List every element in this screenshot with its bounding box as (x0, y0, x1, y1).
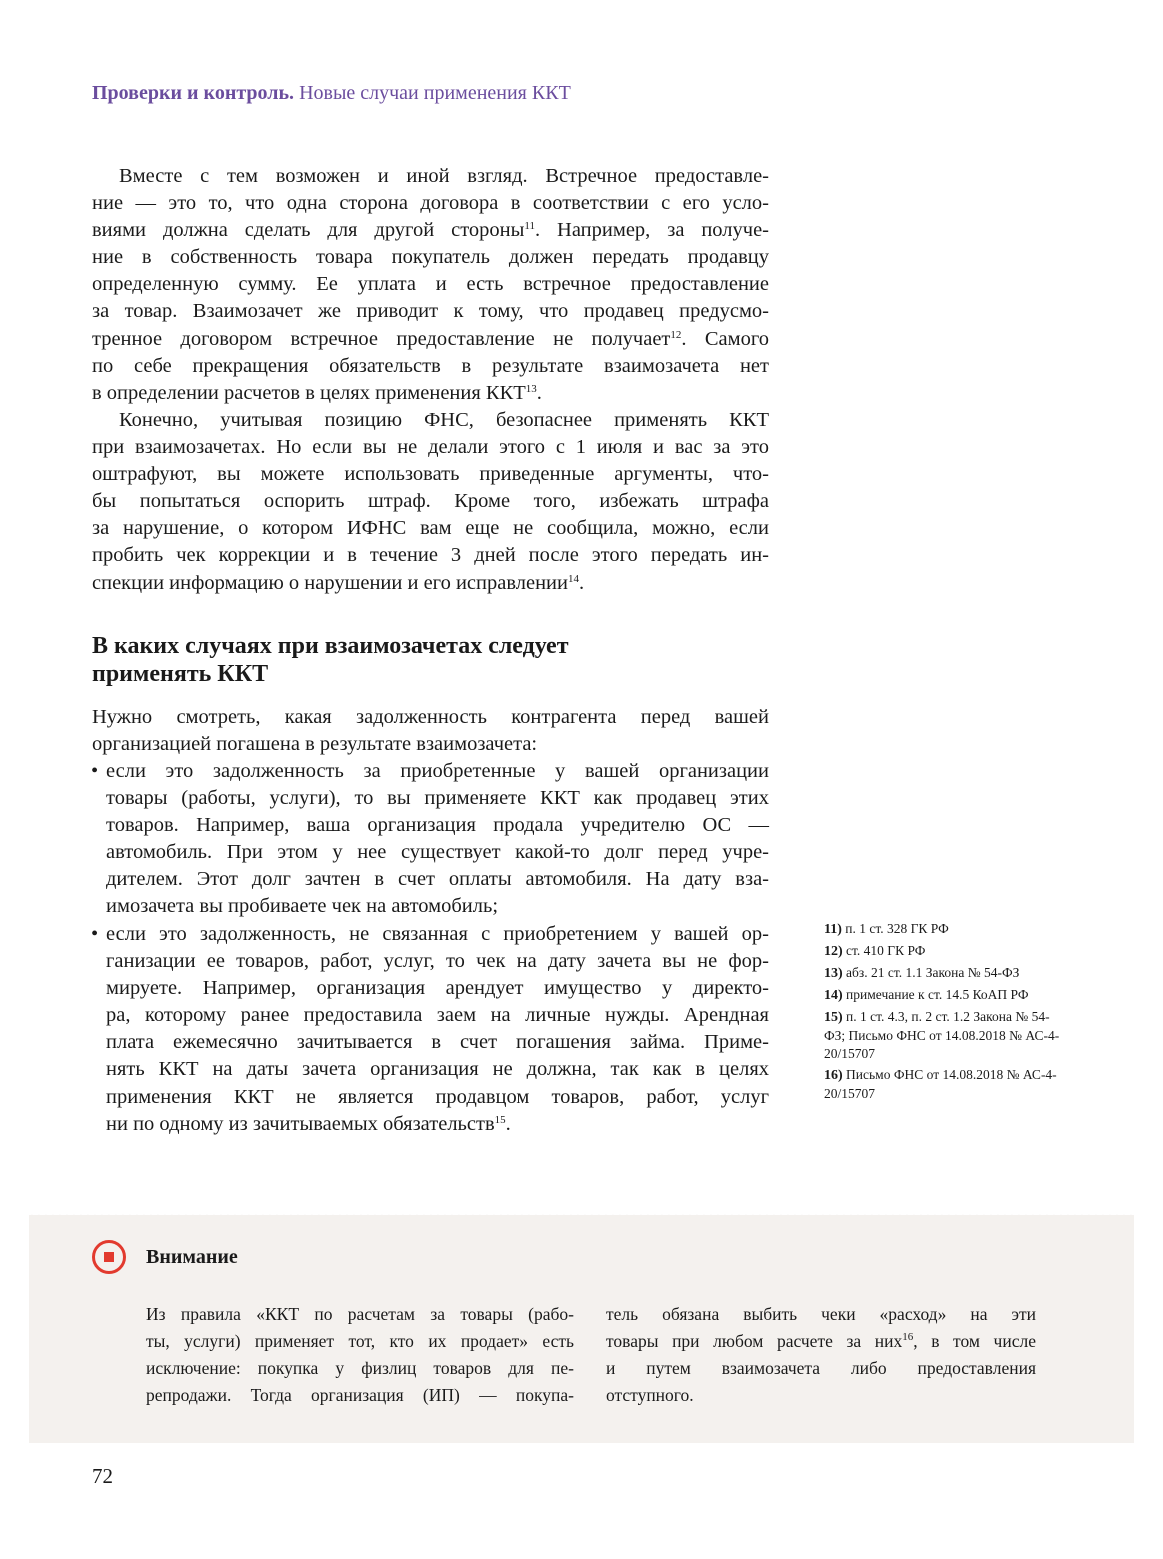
text-segment: Из правила «ККТ по расчетам за товары (рабо- (146, 1304, 574, 1324)
text-line (92, 298, 769, 325)
text-segment: ни по одному из зачитываемых обязательств (106, 1112, 495, 1135)
text-segment: . (505, 1112, 511, 1135)
paragraph-3 (92, 704, 769, 758)
text-line (606, 1301, 1036, 1328)
text-segment: плата ежемесячно зачитывается в счет погашения займа. Приме- (106, 1031, 769, 1054)
text-line (92, 434, 769, 461)
callout-title: Внимание (146, 1246, 238, 1268)
text-segment: . (579, 571, 585, 594)
text-segment: в определении расчетов в целях применения ККТ (92, 381, 526, 404)
heading-line: применять ККТ (92, 661, 269, 687)
text-line (92, 731, 769, 758)
section-heading (92, 632, 568, 688)
footnote-number: 12) (824, 944, 843, 959)
text-segment: оштрафуют, вы можете использовать приведенные аргументы, что- (92, 463, 769, 486)
text-segment: пробить чек коррекции и в течение 3 дней после этого передать ин- (92, 544, 769, 567)
footnote-number: 11) (824, 922, 842, 937)
text-line (92, 542, 769, 569)
text-line (92, 217, 769, 244)
footnote-text: абз. 21 ст. 1.1 Закона № 54-ФЗ (846, 965, 1020, 980)
page-number: 72 (92, 1464, 113, 1488)
text-segment: за товар. Взаимозачет же приводит к тому, что продавец предусмо- (92, 300, 769, 323)
footnote (824, 942, 1064, 961)
text-segment: ганизации ее товаров, работ, услуг, то чек на дату зачета вы не фор- (106, 950, 769, 973)
text-segment: товаров. Например, ваша организация продала учредителю ОС — (106, 814, 769, 837)
header-subtitle: Новые случаи применения ККТ (299, 82, 571, 104)
text-line (92, 921, 769, 948)
text-line (92, 353, 769, 380)
text-segment: . Самого (681, 327, 769, 350)
footnotes (824, 920, 1064, 1106)
footnote-number: 16) (824, 1068, 843, 1083)
footnote-text: примечание к ст. 14.5 КоАП РФ (846, 987, 1029, 1002)
text-segment: за нарушение, о котором ИФНС вам еще не сообщила, можно, если (92, 517, 769, 540)
text-segment: если это задолженность, не связанная с приобретением у вашей ор- (106, 923, 769, 945)
text-line (92, 570, 769, 597)
text-segment: товары (работы, услуги), то вы применяете ККТ как продавец этих (106, 787, 769, 810)
text-segment: мируете. Например, организация арендует имущество у директо- (106, 977, 769, 1000)
text-segment: если это задолженность за приобретенные у вашей организации (106, 760, 769, 782)
text-line (92, 812, 769, 839)
text-line (92, 380, 769, 407)
text-line (146, 1301, 574, 1328)
bullet-item-2 (92, 921, 769, 1138)
paragraph-1 (92, 163, 769, 407)
text-segment: тренное договором встречное предоставление не получает (92, 327, 671, 350)
text-line (92, 1111, 769, 1138)
text-line (92, 488, 769, 515)
text-segment: по себе прекращения обязательств в результате взаимозачета нет (92, 354, 769, 377)
text-segment: ты, услуги) применяет тот, кто их продает» есть (146, 1331, 574, 1351)
text-segment: спекции информацию о нарушении и его исправлении (92, 571, 568, 594)
text-line (92, 948, 769, 975)
text-line (606, 1382, 1036, 1409)
header-section: Проверки и контроль. (92, 82, 295, 104)
text-segment: исключение: покупка у физлиц товаров для пе- (146, 1358, 574, 1378)
text-segment: , в том числе (913, 1331, 1036, 1351)
callout-column-left (146, 1301, 574, 1409)
text-segment: дителем. Этот долг зачтен в счет оплаты автомобиля. На дату вза- (106, 868, 769, 891)
text-line (92, 975, 769, 1002)
paragraph-2 (92, 407, 769, 597)
text-line (92, 1084, 769, 1111)
text-segment: и путем взаимозачета либо предоставления (606, 1358, 1036, 1378)
text-segment: Конечно, учитывая позицию ФНС, безопаснее применять ККТ (119, 409, 769, 431)
footnote-ref: 11 (524, 220, 535, 233)
heading-line: В каких случаях при взаимозачетах следует (92, 633, 569, 659)
footnote-text: Письмо ФНС от 14.08.2018 № АС-4-20/15707 (824, 1067, 1057, 1101)
footnote-ref: 12 (670, 328, 682, 341)
footnote-ref: 16 (902, 1331, 914, 1343)
footnote (824, 1008, 1064, 1063)
text-segment: . Например, за получе- (534, 219, 770, 242)
text-line (606, 1328, 1036, 1355)
text-line (92, 1002, 769, 1029)
text-line (146, 1382, 574, 1409)
footnote-text: п. 1 ст. 4.3, п. 2 ст. 1.2 Закона № 54-ФЗ; Письмо ФНС от 14.08.2018 № АС-4-20/15707 (824, 1009, 1060, 1061)
text-line (92, 461, 769, 488)
text-line (92, 326, 769, 353)
text-line (92, 515, 769, 542)
text-segment: репродажи. Тогда организация (ИП) — покупа- (146, 1385, 574, 1405)
stop-icon (92, 1240, 126, 1274)
callout-column-right (606, 1301, 1036, 1409)
footnote-ref: 13 (525, 382, 537, 395)
text-line (146, 1328, 574, 1355)
text-line (92, 839, 769, 866)
text-segment: виями должна сделать для другой стороны (92, 219, 525, 242)
text-line (92, 244, 769, 271)
text-line (92, 758, 769, 785)
running-header (92, 82, 571, 105)
footnote-text: ст. 410 ГК РФ (846, 943, 926, 958)
bullet-item-1 (92, 758, 769, 921)
text-segment: имозачета вы пробиваете чек на автомобиль; (106, 895, 499, 918)
text-segment: ра, которому ранее предоставила заем на личные нужды. Арендная (106, 1004, 769, 1027)
footnote-number: 13) (824, 966, 843, 981)
footnote-number: 15) (824, 1010, 843, 1025)
text-segment: отступного. (606, 1385, 694, 1405)
text-line (92, 271, 769, 298)
footnote-ref: 14 (568, 572, 579, 585)
text-segment: товары при любом расчете за них (606, 1331, 903, 1351)
text-line (92, 190, 769, 217)
footnote (824, 986, 1064, 1005)
footnote-text: п. 1 ст. 328 ГК РФ (845, 921, 949, 936)
text-segment: бы попытаться оспорить штраф. Кроме того, избежать штрафа (92, 490, 769, 513)
text-segment: Вместе с тем возможен и иной взгляд. Встречное предоставле- (119, 165, 769, 187)
text-segment: применения ККТ не является продавцом товаров, работ, услуг (106, 1085, 769, 1108)
text-segment: Нужно смотреть, какая задолженность контрагента перед вашей (92, 706, 769, 728)
text-segment: при взаимозачетах. Но если вы не делали этого с 1 июля и вас за это (92, 436, 769, 459)
callout-box (29, 1215, 1134, 1443)
text-line (92, 1056, 769, 1083)
text-segment: тель обязана выбить чеки «расход» на эти (606, 1304, 1036, 1324)
text-segment: организацией погашена в результате взаимозачета: (92, 733, 538, 756)
text-line (92, 785, 769, 812)
footnote-number: 14) (824, 988, 843, 1003)
footnote-ref: 15 (494, 1113, 506, 1126)
text-line (92, 407, 769, 434)
text-segment: ние в собственность товара покупатель должен передать продавцу (92, 246, 769, 269)
text-segment: . (536, 381, 542, 404)
text-line (92, 163, 769, 190)
footnote (824, 1066, 1064, 1103)
text-line (92, 704, 769, 731)
text-segment: определенную сумму. Ее уплата и есть встречное предоставление (92, 273, 769, 296)
text-line (92, 1029, 769, 1056)
footnote (824, 920, 1064, 939)
text-segment: ние — это то, что одна сторона договора в соответствии с его усло- (92, 192, 769, 215)
text-line (606, 1355, 1036, 1382)
text-line (146, 1355, 574, 1382)
text-segment: нять ККТ на даты зачета организация не должна, так как в целях (106, 1058, 769, 1081)
text-line (92, 866, 769, 893)
footnote (824, 964, 1064, 983)
text-line (92, 893, 769, 920)
text-segment: автомобиль. При этом у нее существует какой-то долг перед учре- (106, 841, 769, 864)
